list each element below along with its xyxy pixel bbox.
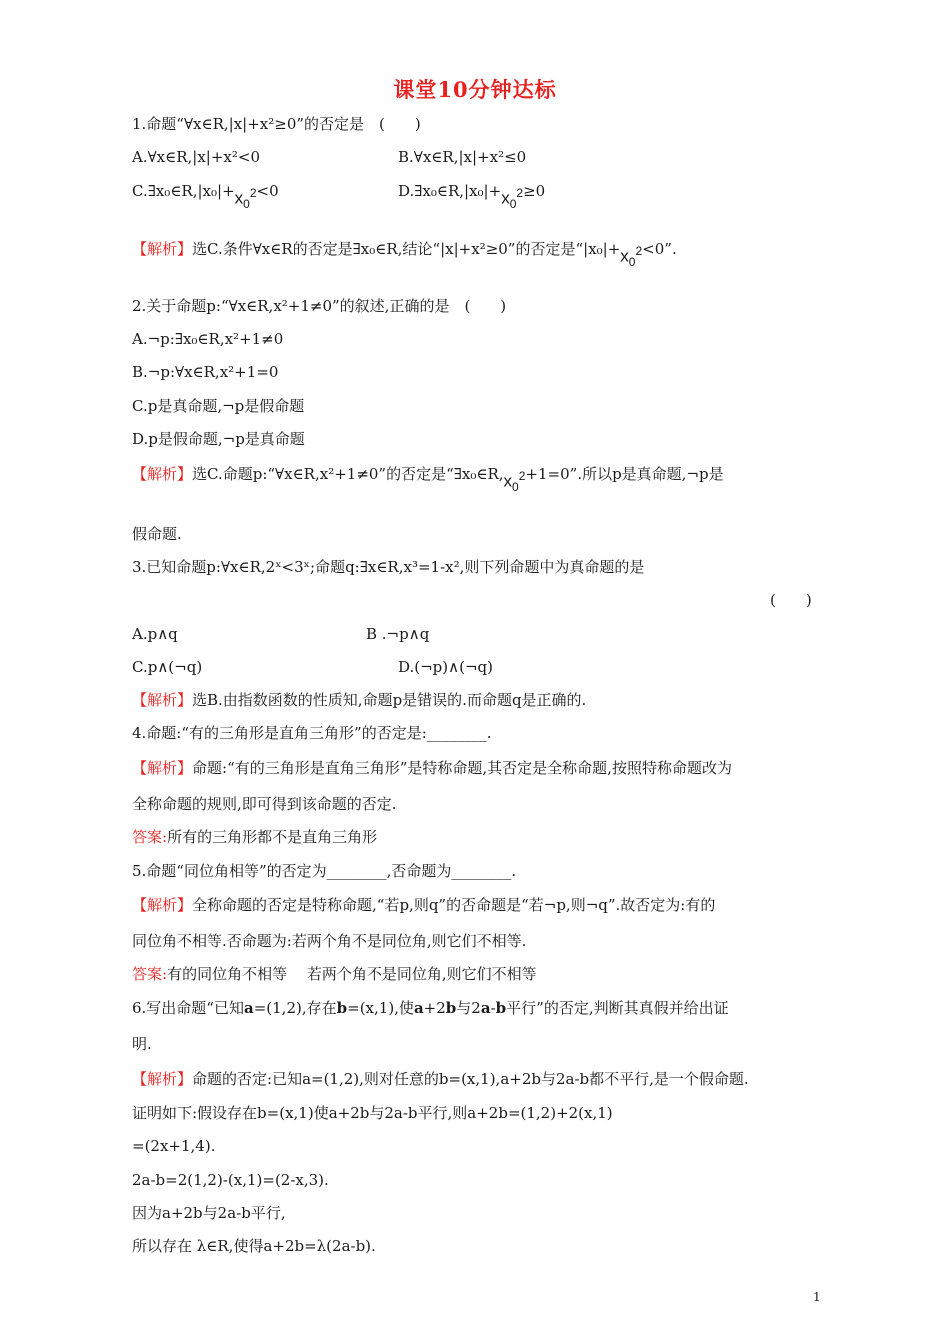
x0-squared-formula: $x_0^2$ (501, 186, 524, 212)
q1-analysis (132, 239, 677, 272)
q4-answer (132, 827, 377, 847)
q6-stem-part: +2 (423, 999, 446, 1017)
q6-stem-part: 与2 (456, 999, 481, 1017)
analysis-tag: 【解析】 (132, 465, 193, 483)
q4-analysis-line2: 全称命题的规则,即可得到该命题的否定. (132, 795, 397, 813)
analysis-tag: 【解析】 (132, 240, 193, 258)
q6-analysis (132, 1069, 749, 1089)
q3-option-b: B .¬p∧q (366, 625, 430, 643)
page-title: 课堂10分钟达标 (393, 77, 557, 102)
q5-analysis-text: 全称命题的否定是特称命题,“若p,则q”的否命题是“若¬p,则¬q”.故否定为:有的 (192, 896, 716, 914)
q6-proof-line3: 2a-b=2(1,2)-(x,1)=(2-x,3). (132, 1171, 329, 1189)
q6-proof-line4: 因为a+2b与2a-b平行, (132, 1204, 286, 1222)
vector-b: b (336, 999, 348, 1017)
q1-option-a: A.∀x∈R,|x|+x²<0 (132, 148, 260, 166)
q6-stem-part: 6.写出命题“已知 (132, 999, 244, 1017)
q3-answer-paren: ( ) (770, 591, 812, 609)
q1-stem: 1.命题“∀x∈R,|x|+x²≥0”的否定是 ( ) (132, 115, 421, 133)
q6-proof-line5: 所以存在 λ∈R,使得a+2b=λ(2a-b). (132, 1237, 376, 1255)
q6-stem-part: 平行”的否定,判断其真假并给出证 (506, 999, 729, 1017)
q1-option-d-text: D.∃x₀∈R,|x₀|+ (398, 182, 502, 200)
vector-a: a (243, 999, 254, 1017)
q3-option-d: D.(¬p)∧(¬q) (398, 658, 493, 676)
q1-option-d-rel: ≥0 (523, 182, 546, 200)
q5-stem: 5.命题“同位角相等”的否定为________,否命题为________. (132, 862, 517, 880)
q4-analysis (132, 758, 732, 778)
answer-tag: 答案: (132, 965, 168, 983)
q3-analysis-text: 选B.由指数函数的性质知,命题p是错误的.而命题q是正确的. (192, 691, 587, 709)
q6-analysis-text: 命题的否定:已知a=(1,2),则对任意的b=(x,1),a+2b与2a-b都不平行,是一个假命题. (192, 1070, 749, 1088)
q6-proof-line2: =(2x+1,4). (132, 1137, 216, 1155)
q4-stem: 4.命题:“有的三角形是直角三角形”的否定是:________. (132, 724, 492, 742)
answer-tag: 答案: (132, 828, 168, 846)
q4-answer-text: 所有的三角形都不是直角三角形 (167, 828, 378, 846)
vector-b: b (445, 999, 457, 1017)
vector-a: a (413, 999, 424, 1017)
q4-analysis-text: 命题:“有的三角形是直角三角形”是特称命题,其否定是全称命题,按照特称命题改为 (192, 759, 732, 777)
q2-analysis-line2: 假命题. (132, 525, 182, 543)
q5-answer (132, 964, 537, 984)
analysis-tag: 【解析】 (132, 896, 193, 914)
analysis-tag: 【解析】 (132, 1070, 193, 1088)
vector-a: a (480, 999, 491, 1017)
q6-stem-part: - (490, 999, 496, 1017)
q1-analysis-end: <0”. (642, 240, 677, 258)
q6-stem-part: =(1,2),存在 (253, 999, 337, 1017)
q2-option-d: D.p是假命题,¬p是真命题 (132, 430, 305, 448)
x0-squared-formula: $x_0^2$ (234, 186, 257, 212)
q2-stem: 2.关于命题p:“∀x∈R,x²+1≠0”的叙述,正确的是 ( ) (132, 297, 507, 315)
q6-stem (132, 998, 729, 1018)
analysis-tag: 【解析】 (132, 691, 193, 709)
q2-analysis (132, 464, 724, 497)
q5-answer-text: 有的同位角不相等 若两个角不是同位角,则它们不相等 (167, 965, 537, 983)
page-number: 1 (813, 1290, 821, 1304)
q2-option-a: A.¬p:∃x₀∈R,x²+1≠0 (132, 330, 284, 348)
x0-squared-formula: $x_0^2$ (620, 244, 643, 270)
q3-stem: 3.已知命题p:∀x∈R,2ˣ<3ˣ;命题q:∃x∈R,x³=1-x²,则下列命题中为真命题的是 (132, 558, 645, 576)
q1-option-b: B.∀x∈R,|x|+x²≤0 (398, 148, 527, 166)
x0-squared-formula: $x_0^2$ (503, 469, 526, 495)
q2-option-b: B.¬p:∀x∈R,x²+1=0 (132, 363, 279, 381)
q1-analysis-text: 选C.条件∀x∈R的否定是∃x₀∈R,结论“|x|+x²≥0”的否定是“|x₀|+ (192, 240, 621, 258)
q5-analysis-line2: 同位角不相等.否命题为:若两个角不是同位角,则它们不相等. (132, 932, 527, 950)
q5-analysis (132, 895, 715, 915)
q1-option-c (132, 181, 279, 214)
q1-option-c-text: C.∃x₀∈R,|x₀|+ (132, 182, 235, 200)
vector-b: b (495, 999, 507, 1017)
analysis-tag: 【解析】 (132, 759, 193, 777)
q3-analysis (132, 690, 586, 710)
q1-option-d (398, 181, 545, 214)
q6-stem-line2: 明. (132, 1035, 152, 1053)
q3-option-c: C.p∧(¬q) (132, 658, 203, 676)
q6-stem-part: =(x,1),使 (347, 999, 414, 1017)
q6-proof-line1: 证明如下:假设存在b=(x,1)使a+2b与2a-b平行,则a+2b=(1,2)+2(x,1) (132, 1104, 613, 1122)
q2-option-c: C.p是真命题,¬p是假命题 (132, 397, 305, 415)
q2-analysis-end: +1=0”.所以p是真命题,¬p是 (525, 465, 724, 483)
q3-option-a: A.p∧q (132, 625, 178, 643)
q2-analysis-text: 选C.命题p:“∀x∈R,x²+1≠0”的否定是“∃x₀∈R, (192, 465, 504, 483)
q1-option-c-rel: <0 (256, 182, 279, 200)
